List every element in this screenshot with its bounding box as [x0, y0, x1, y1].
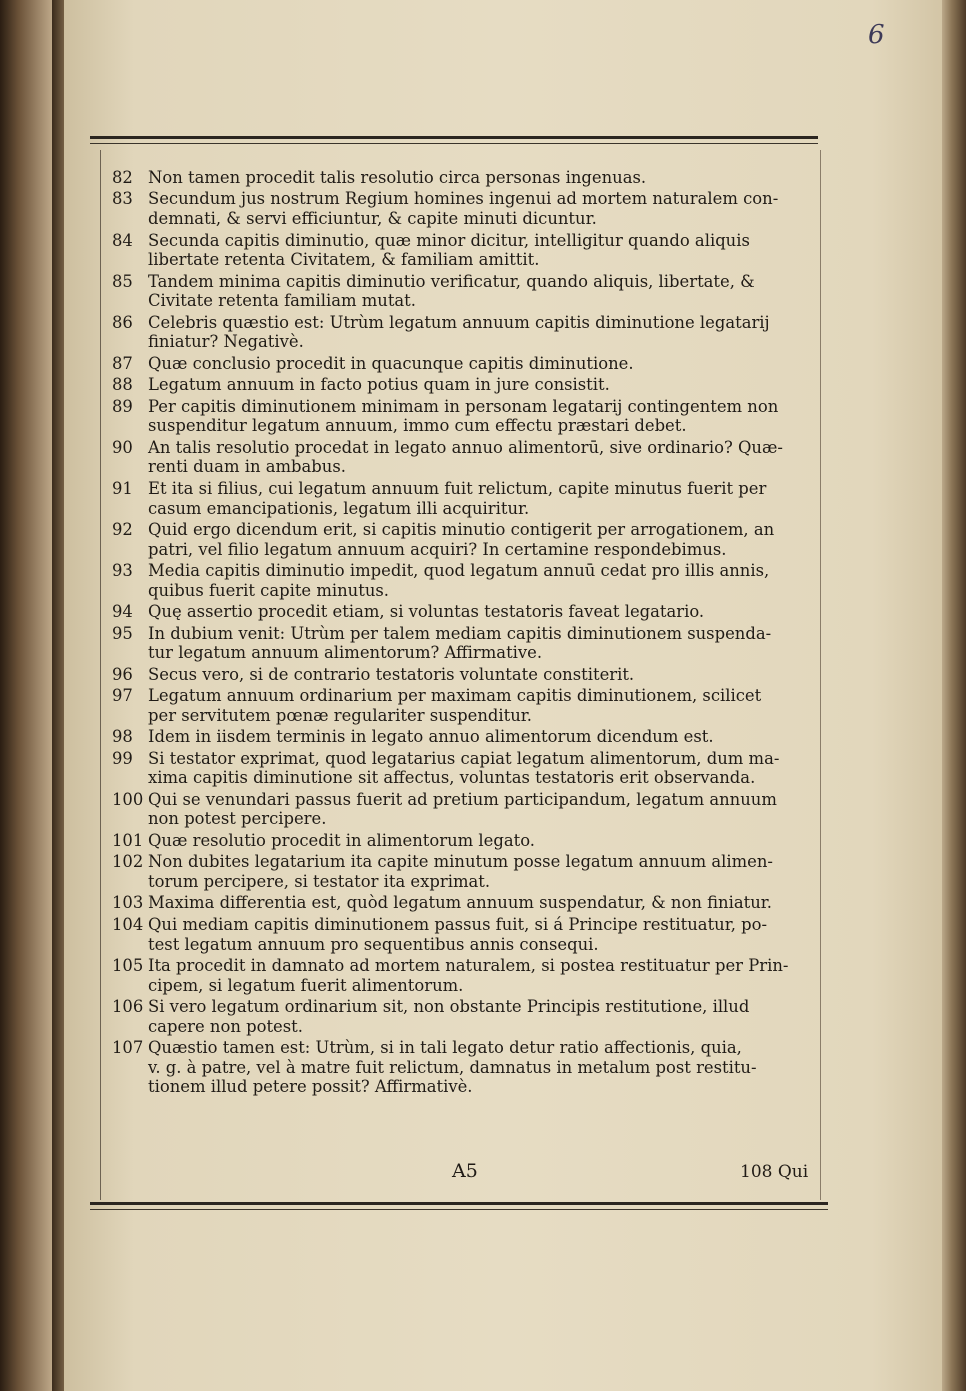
- page-edge-right: [942, 0, 966, 1391]
- entry-number: 92: [112, 520, 133, 539]
- entry-text: In dubium venit: Utrùm per talem mediam capitis diminutionem suspenda- tur legatum annuum alimentorum? Affirmative.: [148, 623, 772, 663]
- summary-entry: [112, 997, 812, 1036]
- summary-entry: [112, 852, 812, 891]
- entry-number: 101: [112, 830, 144, 850]
- entry-number: 84: [112, 230, 133, 250]
- summary-entry: [112, 686, 812, 725]
- entry-text: Secunda capitis diminutio, quæ minor dicitur, intelligitur quando aliquis libertate retenta Civitatem, & familiam amittit.: [148, 230, 750, 270]
- entry-text: Secus vero, si de contrario testatoris voluntate constiterit.: [148, 664, 635, 684]
- entry-number: 103: [112, 893, 144, 913]
- entry-text: Tandem minima capitis diminutio verificatur, quando aliquis, libertate, & Civitate retenta familiam mutat.: [148, 271, 755, 311]
- entry-text: Secundum jus nostrum Regium homines ingenui ad mortem naturalem con- demnati, & servi efficiuntur, & capite minuti dicuntur.: [148, 189, 779, 229]
- entry-text: Per capitis diminutionem minimam in personam legatarij contingentem non suspenditur legatum annuum, immo cum effectu præstari debet.: [148, 396, 779, 436]
- entry-number: 96: [112, 664, 133, 684]
- entry-number: 83: [112, 189, 133, 209]
- summary-entry: [112, 956, 812, 995]
- summary-entry: [112, 354, 812, 374]
- entry-text: Quæ conclusio procedit in quacunque capitis diminutione.: [148, 353, 634, 373]
- summary-entry: [112, 665, 812, 685]
- summary-entry: [112, 168, 812, 188]
- entry-number: 105: [112, 956, 144, 976]
- bottom-rule: [90, 1202, 828, 1205]
- entry-text: Qui se venundari passus fuerit ad pretium participandum, legatum annuum non potest percipere.: [148, 789, 777, 829]
- entry-text: Media capitis diminutio impedit, quod legatum annuū cedat pro illis annis, quibus fuerit capite minutus.: [148, 561, 770, 600]
- right-frame-rule: [820, 150, 821, 1200]
- entry-number: 104: [112, 914, 144, 934]
- summary-entry: [112, 624, 812, 663]
- entry-number: 100: [112, 789, 144, 809]
- entry-number: 95: [112, 623, 133, 643]
- signature-mark: A5: [452, 1160, 478, 1182]
- summary-entry: [112, 915, 812, 954]
- entry-text: Quæ resolutio procedit in alimentorum legato.: [148, 830, 535, 850]
- summary-entry: [112, 313, 812, 352]
- entry-number: 99: [112, 748, 133, 768]
- entry-text: Legatum annuum in facto potius quam in jure consistit.: [148, 375, 610, 395]
- entry-number: 86: [112, 312, 133, 332]
- summary-entry: [112, 602, 812, 622]
- bottom-rule-thin: [90, 1209, 828, 1210]
- entry-text: Ita procedit in damnato ad mortem naturalem, si postea restituatur per Prin- cipem, si legatum fuerit alimentorum.: [148, 956, 789, 995]
- summary-entry: [112, 397, 812, 436]
- summary-entry: [112, 790, 812, 829]
- entry-number: 85: [112, 271, 133, 291]
- entry-number: 82: [112, 168, 133, 187]
- entry-number: 89: [112, 396, 133, 416]
- summary-entry: [112, 727, 812, 747]
- summary-entry: [112, 1038, 812, 1097]
- summary-entry: [112, 520, 812, 559]
- entry-number: 107: [112, 1038, 144, 1058]
- summary-entry: [112, 231, 812, 270]
- entry-text: Non dubites legatarium ita capite minutum posse legatum annuum alimen- torum percipere, si testator ita exprimat.: [148, 852, 773, 891]
- entry-text: Non tamen procedit talis resolutio circa personas ingenuas.: [148, 168, 647, 187]
- entry-number: 90: [112, 437, 133, 457]
- left-frame-rule: [100, 150, 101, 1200]
- summary-entry: [112, 189, 812, 228]
- summary-entry: [112, 438, 812, 477]
- entry-number: 88: [112, 375, 133, 395]
- summary-entry: [112, 375, 812, 395]
- summary-list: [112, 168, 812, 1099]
- entry-number: 106: [112, 997, 144, 1017]
- entry-text: Quid ergo dicendum erit, si capitis minutio contigerit per arrogationem, an patri, vel filio legatum annuum acquiri? In certamine respondebimus.: [148, 520, 775, 559]
- entry-number: 102: [112, 852, 144, 872]
- top-rule-thin: [90, 143, 818, 144]
- entry-text: Celebris quæstio est: Utrùm legatum annuum capitis diminutione legatarij finiatur? Negativè.: [148, 312, 770, 352]
- entry-text: Qui mediam capitis diminutionem passus fuit, si á Principe restituatur, po- test legatum annuum pro sequentibus annis consequi.: [148, 914, 768, 954]
- summary-entry: [112, 893, 812, 913]
- entry-number: 94: [112, 602, 133, 622]
- entry-text: Si testator exprimat, quod legatarius capiat legatum alimentorum, dum ma- xima capitis diminutione sit affectus, voluntas testatoris erit observanda.: [148, 748, 780, 788]
- entry-text: Si vero legatum ordinarium sit, non obstante Principis restitutione, illud capere non potest.: [148, 997, 750, 1036]
- entry-number: 87: [112, 353, 133, 373]
- catchword: 108 Qui: [740, 1162, 809, 1182]
- entry-text: Legatum annuum ordinarium per maximam capitis diminutionem, scilicet per servitutem pœnæ regulariter suspenditur.: [148, 686, 762, 725]
- entry-text: Quę assertio procedit etiam, si voluntas testatoris faveat legatario.: [148, 602, 705, 622]
- top-rule: [90, 136, 818, 139]
- summary-entry: [112, 561, 812, 600]
- entry-text: Maxima differentia est, quòd legatum annuum suspendatur, & non finiatur.: [148, 893, 773, 913]
- folio-number: 6: [868, 20, 885, 50]
- entry-text: Idem in iisdem terminis in legato annuo alimentorum dicendum est.: [148, 727, 714, 747]
- entry-text: Et ita si filius, cui legatum annuum fuit relictum, capite minutus fuerit per casum emancipationis, legatum illi acquiritur.: [148, 478, 767, 518]
- entry-number: 91: [112, 478, 133, 498]
- summary-entry: [112, 749, 812, 788]
- entry-text: Quæstio tamen est: Utrùm, si in tali legato detur ratio affectionis, quia, v. g. à patre, vel à matre fuit relictum, damnatus in metalum post restitu- tionem illud petere possit? Affirmativè.: [148, 1038, 757, 1097]
- entry-number: 98: [112, 727, 133, 747]
- summary-entry: [112, 831, 812, 851]
- entry-text: An talis resolutio procedat in legato annuo alimentorū, sive ordinario? Quæ- renti duam in ambabus.: [148, 437, 783, 477]
- entry-number: 93: [112, 561, 133, 581]
- summary-entry: [112, 272, 812, 311]
- summary-entry: [112, 479, 812, 518]
- entry-number: 97: [112, 686, 133, 706]
